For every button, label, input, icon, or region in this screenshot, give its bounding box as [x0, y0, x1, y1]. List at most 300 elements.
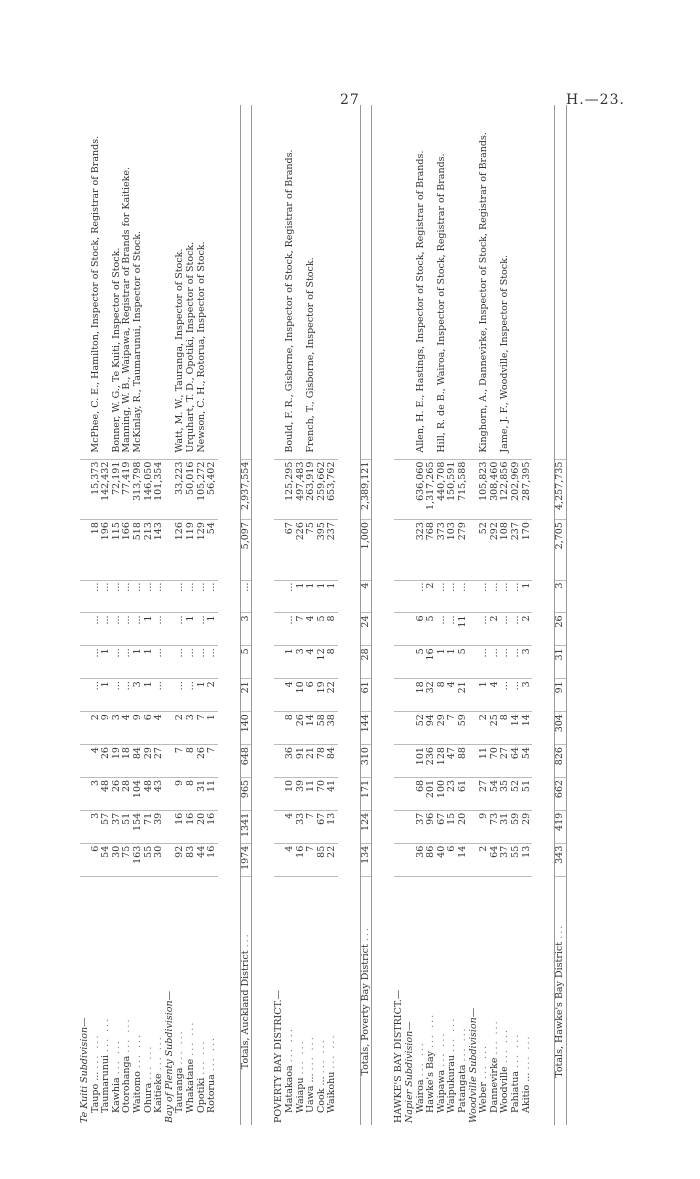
value-cell: 236 — [426, 745, 437, 778]
county-name-text: Uawa ... — [305, 1073, 317, 1113]
value-cell: 52 — [511, 777, 522, 810]
value-cell: ... — [479, 646, 490, 679]
value-cell: 16 — [186, 810, 197, 843]
value-cell: 64 — [490, 843, 501, 876]
value-cell: 373 — [437, 520, 448, 580]
officer-cell: Hill, R. de B., Wairoa, Inspector of Stock, Registrar of Brands. — [437, 105, 448, 459]
value-cell: 1 — [207, 712, 218, 745]
value-cell: 1 — [101, 646, 112, 679]
county-name-text: Dannevirke — [488, 1057, 500, 1113]
value-cell: 31 — [197, 777, 208, 810]
officer-cell — [522, 105, 533, 459]
value-cell: ... — [500, 646, 511, 679]
value-cell: 30 — [154, 843, 165, 876]
value-cell: 18 — [122, 745, 133, 778]
value-cell: 84 — [327, 745, 338, 778]
value-cell: ... — [207, 580, 218, 613]
officer-cell: Jame, J. F., Woodville, Inspector of Stock. — [500, 105, 511, 459]
leader-dots: ... — [239, 932, 251, 948]
value-cell: 11 — [458, 613, 469, 646]
value-cell: ... — [112, 613, 123, 646]
value-cell: 1 — [447, 646, 458, 679]
value-cell: 129 — [197, 520, 208, 580]
value-cell: 8 — [186, 777, 197, 810]
county-name-text: Totals, Hawke's Bay District — [554, 941, 566, 1078]
value-cell: 103 — [447, 520, 458, 580]
value-cell: 25 — [490, 712, 501, 745]
value-cell: 59 — [458, 712, 469, 745]
value-cell: 7 — [447, 712, 458, 745]
value-cell: 77,419 — [122, 459, 133, 519]
leader-dots: ... ... — [184, 1020, 196, 1056]
value-cell: 94 — [426, 712, 437, 745]
value-cell: 55 — [511, 843, 522, 876]
value-cell: 3 — [91, 777, 102, 810]
leader-dots: ... ... — [174, 1029, 186, 1065]
value-cell: ... — [154, 679, 165, 712]
value-cell: 21 — [240, 679, 252, 712]
county-name-text: Waitomo — [131, 1071, 143, 1113]
value-cell: 33 — [296, 810, 307, 843]
value-cell: 8 — [327, 646, 338, 679]
value-cell: 20 — [458, 810, 469, 843]
value-cell: 150,591 — [447, 459, 458, 519]
value-cell: 965 — [240, 777, 252, 810]
value-cell: 201 — [426, 777, 437, 810]
county-name-text: Hawke's Bay — [425, 1051, 437, 1113]
county-name-text: Waipawa — [435, 1069, 447, 1113]
value-cell: 8 — [500, 712, 511, 745]
value-cell: 653,762 — [327, 459, 338, 519]
value-cell: 86 — [426, 843, 437, 876]
county-name-text: Whakatane — [184, 1058, 196, 1113]
value-cell: 263,919 — [306, 459, 317, 519]
value-cell: ... — [479, 613, 490, 646]
empty-cell — [394, 810, 405, 843]
total-row — [240, 105, 252, 1125]
value-cell: 22 — [327, 679, 338, 712]
value-cell: 19 — [317, 679, 328, 712]
stock-returns-table-rotated — [80, 105, 600, 1125]
value-cell: 41 — [327, 777, 338, 810]
table-row — [285, 105, 296, 1125]
value-cell: 1 — [144, 646, 155, 679]
spacer-row — [338, 105, 361, 1125]
value-cell: 648 — [240, 745, 252, 778]
value-cell: 96 — [426, 810, 437, 843]
value-cell: 6 — [416, 613, 427, 646]
value-cell: 3 — [522, 646, 533, 679]
leader-dots: ... ... — [294, 1039, 306, 1075]
value-cell: ... — [91, 580, 102, 613]
value-cell: 67 — [437, 810, 448, 843]
value-cell: 108 — [500, 520, 511, 580]
county-name-text: Wairoa — [414, 1079, 426, 1113]
value-cell: 1341 — [240, 810, 252, 843]
value-cell: 105,823 — [479, 459, 490, 519]
value-cell: 57 — [101, 810, 112, 843]
value-cell: 146,050 — [144, 459, 155, 519]
value-cell: 170 — [522, 520, 533, 580]
value-cell: ... — [122, 646, 133, 679]
value-cell: ... — [112, 580, 123, 613]
leader-dots: ... ... — [435, 1031, 447, 1067]
value-cell: ... — [154, 613, 165, 646]
officer-cell: Kinghorn, A., Dannevirke, Inspector of Stock, Registrar of Brands. — [479, 105, 490, 459]
officer-cell: Manning, W. B., Waipawa, Registrar of Brands for Kaitieke. — [122, 105, 133, 459]
value-cell: 3 — [555, 580, 567, 613]
officer-cell — [80, 105, 91, 459]
value-cell: 2 — [490, 613, 501, 646]
table-row — [522, 105, 533, 1125]
value-cell: ... — [154, 580, 165, 613]
value-cell: 279 — [458, 520, 469, 580]
value-cell: 70 — [490, 745, 501, 778]
value-cell: 826 — [555, 745, 567, 778]
value-cell: ... — [122, 613, 133, 646]
empty-cell — [80, 777, 91, 810]
value-cell: ... — [122, 679, 133, 712]
empty-cell — [394, 843, 405, 876]
value-cell: 11 — [479, 745, 490, 778]
value-cell: 4 — [447, 679, 458, 712]
leader-dots: ... — [554, 923, 566, 939]
table-body — [80, 105, 566, 1125]
value-cell: 27 — [154, 745, 165, 778]
value-cell: 1 — [133, 646, 144, 679]
value-cell: 3 — [296, 646, 307, 679]
empty-cell — [80, 613, 91, 646]
table-row — [207, 105, 218, 1125]
value-cell: 55 — [144, 843, 155, 876]
value-cell: ... — [490, 646, 501, 679]
value-cell: ... — [122, 580, 133, 613]
leader-dots: ... ... — [153, 1035, 165, 1071]
value-cell: 27 — [500, 745, 511, 778]
value-cell: 29 — [522, 810, 533, 843]
value-cell: 54 — [207, 520, 218, 580]
district-heading — [394, 105, 405, 1125]
value-cell: 2 — [426, 580, 437, 613]
value-cell: 51 — [122, 810, 133, 843]
officer-cell: Newson, C. H., Rotorua, Inspector of Stock. — [197, 105, 208, 459]
leader-dots: ... ... — [488, 1019, 500, 1055]
value-cell: 51 — [522, 777, 533, 810]
value-cell: 43 — [154, 777, 165, 810]
value-cell: 16 — [207, 843, 218, 876]
empty-cell — [394, 679, 405, 712]
county-name — [360, 876, 372, 1125]
spacer-row — [372, 105, 395, 1125]
value-cell: 1 — [101, 679, 112, 712]
value-cell: 4,257,735 — [555, 459, 567, 519]
value-cell: 715,588 — [458, 459, 469, 519]
value-cell: 2 — [479, 712, 490, 745]
spacer-row — [218, 105, 241, 1125]
value-cell: 4 — [285, 810, 296, 843]
officer-cell: McKinlay, R., Taumarunui, Inspector of Stock. — [133, 105, 144, 459]
value-cell: 44 — [197, 843, 208, 876]
value-cell: ... — [447, 580, 458, 613]
heading-label: Te Kuiti Subdivision— — [79, 1017, 90, 1123]
value-cell: 6 — [447, 843, 458, 876]
value-cell: 12 — [317, 646, 328, 679]
value-cell: 9 — [101, 712, 112, 745]
value-cell: ... — [175, 646, 186, 679]
value-cell: 15 — [447, 810, 458, 843]
officer-cell: French, T., Gisborne, Inspector of Stock. — [306, 105, 317, 459]
value-cell: 7 — [306, 843, 317, 876]
empty-cell — [80, 679, 91, 712]
value-cell: 9 — [175, 777, 186, 810]
value-cell: 7 — [306, 810, 317, 843]
value-cell: 48 — [101, 777, 112, 810]
value-cell: 8 — [437, 679, 448, 712]
leader-dots: ... ... — [478, 1043, 490, 1080]
value-cell: 163 — [133, 843, 144, 876]
value-cell: 91 — [296, 745, 307, 778]
value-cell: 64 — [511, 745, 522, 778]
value-cell: 1 — [317, 580, 328, 613]
officer-cell — [327, 105, 338, 459]
value-cell: 125,295 — [285, 459, 296, 519]
heading-label: HAWKE'S BAY DISTRICT.— — [393, 989, 405, 1123]
value-cell: 67 — [317, 810, 328, 843]
value-cell: 54 — [522, 745, 533, 778]
value-cell: 10 — [296, 679, 307, 712]
value-cell: 18 — [416, 679, 427, 712]
value-cell: 28 — [360, 646, 372, 679]
value-cell: 1 — [186, 613, 197, 646]
value-cell: 28 — [122, 777, 133, 810]
value-cell: ... — [175, 679, 186, 712]
value-cell: 54 — [101, 843, 112, 876]
value-cell: 5 — [458, 646, 469, 679]
value-cell: 237 — [511, 520, 522, 580]
value-cell: 119 — [186, 520, 197, 580]
value-cell: 313,798 — [133, 459, 144, 519]
value-cell: 6 — [306, 679, 317, 712]
value-cell: 16 — [426, 646, 437, 679]
value-cell: ... — [207, 646, 218, 679]
officer-cell — [555, 105, 567, 459]
officer-cell — [447, 105, 458, 459]
value-cell: 7 — [296, 613, 307, 646]
value-cell: ... — [416, 580, 427, 613]
empty-cell — [80, 459, 91, 519]
leader-dots: ... ... — [206, 1036, 218, 1072]
value-cell: 4 — [285, 679, 296, 712]
value-cell: 3 — [91, 810, 102, 843]
value-cell: ... — [91, 613, 102, 646]
empty-cell — [394, 613, 405, 646]
value-cell: ... — [197, 580, 208, 613]
leader-dots: ... ... — [315, 1038, 327, 1074]
value-cell: 100 — [437, 777, 448, 810]
empty-cell — [80, 843, 91, 876]
value-cell: 36 — [416, 843, 427, 876]
value-cell: 122,856 — [500, 459, 511, 519]
heading-label: Napier Subdivision— — [404, 1021, 416, 1123]
value-cell: 56,402 — [207, 459, 218, 519]
value-cell: ... — [154, 646, 165, 679]
county-name-text: Taupo ... — [89, 1071, 101, 1113]
value-cell: 14 — [522, 712, 533, 745]
leader-dots: ... ... — [195, 1039, 207, 1075]
value-cell: 101 — [416, 745, 427, 778]
value-cell: 202,969 — [511, 459, 522, 519]
value-cell: ... — [91, 679, 102, 712]
value-cell: 259,662 — [317, 459, 328, 519]
value-cell: 61 — [458, 777, 469, 810]
value-cell: 1 — [144, 613, 155, 646]
value-cell: 22 — [327, 843, 338, 876]
value-cell: 323 — [416, 520, 427, 580]
value-cell: 1,000 — [360, 520, 372, 580]
value-cell: 8 — [285, 712, 296, 745]
value-cell: 85 — [317, 843, 328, 876]
officer-cell: McPhee, C. E., Hamilton, Inspector of Stock, Registrar of Brands. — [91, 105, 102, 459]
county-name-text: Matakaoa — [283, 1065, 295, 1113]
table-row — [186, 105, 197, 1125]
leader-dots: ... ... — [425, 1012, 437, 1048]
table-row — [133, 105, 144, 1125]
value-cell: 292 — [490, 520, 501, 580]
leader-dots: ... ... — [305, 1035, 317, 1071]
leader-dots: ... ... — [446, 1016, 458, 1052]
value-cell: 1 — [479, 679, 490, 712]
value-cell: 5 — [416, 646, 427, 679]
value-cell: 72,191 — [112, 459, 123, 519]
value-cell: 14 — [511, 712, 522, 745]
value-cell: 84 — [133, 745, 144, 778]
value-cell: ... — [437, 613, 448, 646]
value-cell: 59 — [511, 810, 522, 843]
value-cell: 31 — [500, 810, 511, 843]
value-cell: ... — [91, 646, 102, 679]
county-name — [555, 876, 567, 1125]
value-cell: 92 — [175, 843, 186, 876]
value-cell: 3 — [186, 712, 197, 745]
value-cell: ... — [437, 580, 448, 613]
value-cell: 4 — [91, 745, 102, 778]
officer-cell: Watt, M. W., Tauranga, Inspector of Stock. — [175, 105, 186, 459]
value-cell: ... — [500, 679, 511, 712]
county-name-text: Akitio ... — [520, 1072, 532, 1113]
value-cell: 310 — [360, 745, 372, 778]
value-cell: 36 — [285, 745, 296, 778]
value-cell: 662 — [555, 777, 567, 810]
officer-cell — [207, 105, 218, 459]
value-cell: 15,373 — [91, 459, 102, 519]
value-cell: 26 — [112, 777, 123, 810]
value-cell: 19 — [112, 745, 123, 778]
county-name-text: Taumarunui — [100, 1055, 112, 1113]
officer-cell: Bould, F. R., Gisborne, Inspector of Stock, Registrar of Brands. — [285, 105, 296, 459]
empty-cell — [394, 712, 405, 745]
spacer-row — [532, 105, 555, 1125]
value-cell: 16 — [207, 810, 218, 843]
value-cell: 16 — [175, 810, 186, 843]
value-cell: 171 — [360, 777, 372, 810]
value-cell: 134 — [360, 843, 372, 876]
value-cell: ... — [197, 646, 208, 679]
county-name-text: Woodville — [499, 1066, 511, 1113]
value-cell: 30 — [112, 843, 123, 876]
value-cell: 4 — [285, 843, 296, 876]
county-name-text: Pahiatua — [510, 1070, 521, 1113]
value-cell: 52 — [479, 520, 490, 580]
value-cell: 47 — [447, 745, 458, 778]
value-cell: 308,460 — [490, 459, 501, 519]
value-cell: 33,223 — [175, 459, 186, 519]
officer-cell — [144, 105, 155, 459]
value-cell: ... — [511, 613, 522, 646]
value-cell: ... — [447, 613, 458, 646]
value-cell: ... — [479, 580, 490, 613]
value-cell: ... — [186, 679, 197, 712]
value-cell: 8 — [327, 613, 338, 646]
value-cell: 3 — [522, 679, 533, 712]
value-cell: 37 — [416, 810, 427, 843]
heading-label: Woodville Subdivision— — [467, 1007, 479, 1123]
leader-dots: ... ... — [457, 1026, 469, 1062]
value-cell: 3 — [240, 613, 252, 646]
value-cell: 18 — [91, 520, 102, 580]
county-name-text: Waikohu — [326, 1071, 338, 1113]
empty-cell — [80, 520, 91, 580]
value-cell: ... — [175, 613, 186, 646]
county-name-text: Waiapu — [294, 1077, 306, 1113]
value-cell: 70 — [317, 777, 328, 810]
value-cell: ... — [133, 580, 144, 613]
value-cell: 71 — [144, 810, 155, 843]
empty-cell — [80, 745, 91, 778]
value-cell: 23 — [447, 777, 458, 810]
value-cell: 128 — [437, 745, 448, 778]
value-cell: 2,705 — [555, 520, 567, 580]
value-cell: 11 — [207, 777, 218, 810]
officer-cell — [511, 105, 522, 459]
value-cell: 21 — [306, 745, 317, 778]
value-cell: 497,483 — [296, 459, 307, 519]
value-cell: 2 — [91, 712, 102, 745]
value-cell: 13 — [522, 843, 533, 876]
leader-dots: ... ... — [499, 1028, 511, 1064]
leader-dots: ... ... — [414, 1041, 426, 1077]
value-cell: 52 — [416, 712, 427, 745]
empty-cell — [80, 580, 91, 613]
value-cell: 140 — [240, 712, 252, 745]
value-cell: 7 — [197, 712, 208, 745]
value-cell: 40 — [437, 843, 448, 876]
value-cell: 2 — [522, 613, 533, 646]
value-cell: 67 — [285, 520, 296, 580]
value-cell: ... — [240, 580, 252, 613]
value-cell: 105,272 — [197, 459, 208, 519]
value-cell: ... — [490, 580, 501, 613]
subdivision-heading — [80, 105, 91, 1125]
leader-dots: ... ... — [131, 1032, 143, 1069]
value-cell: 13 — [327, 810, 338, 843]
value-cell: ... — [511, 646, 522, 679]
value-cell: 5 — [240, 646, 252, 679]
value-cell: 1 — [296, 580, 307, 613]
empty-cell — [394, 745, 405, 778]
value-cell: 83 — [186, 843, 197, 876]
value-cell: 143 — [154, 520, 165, 580]
leader-dots: ... ... — [89, 1033, 101, 1069]
